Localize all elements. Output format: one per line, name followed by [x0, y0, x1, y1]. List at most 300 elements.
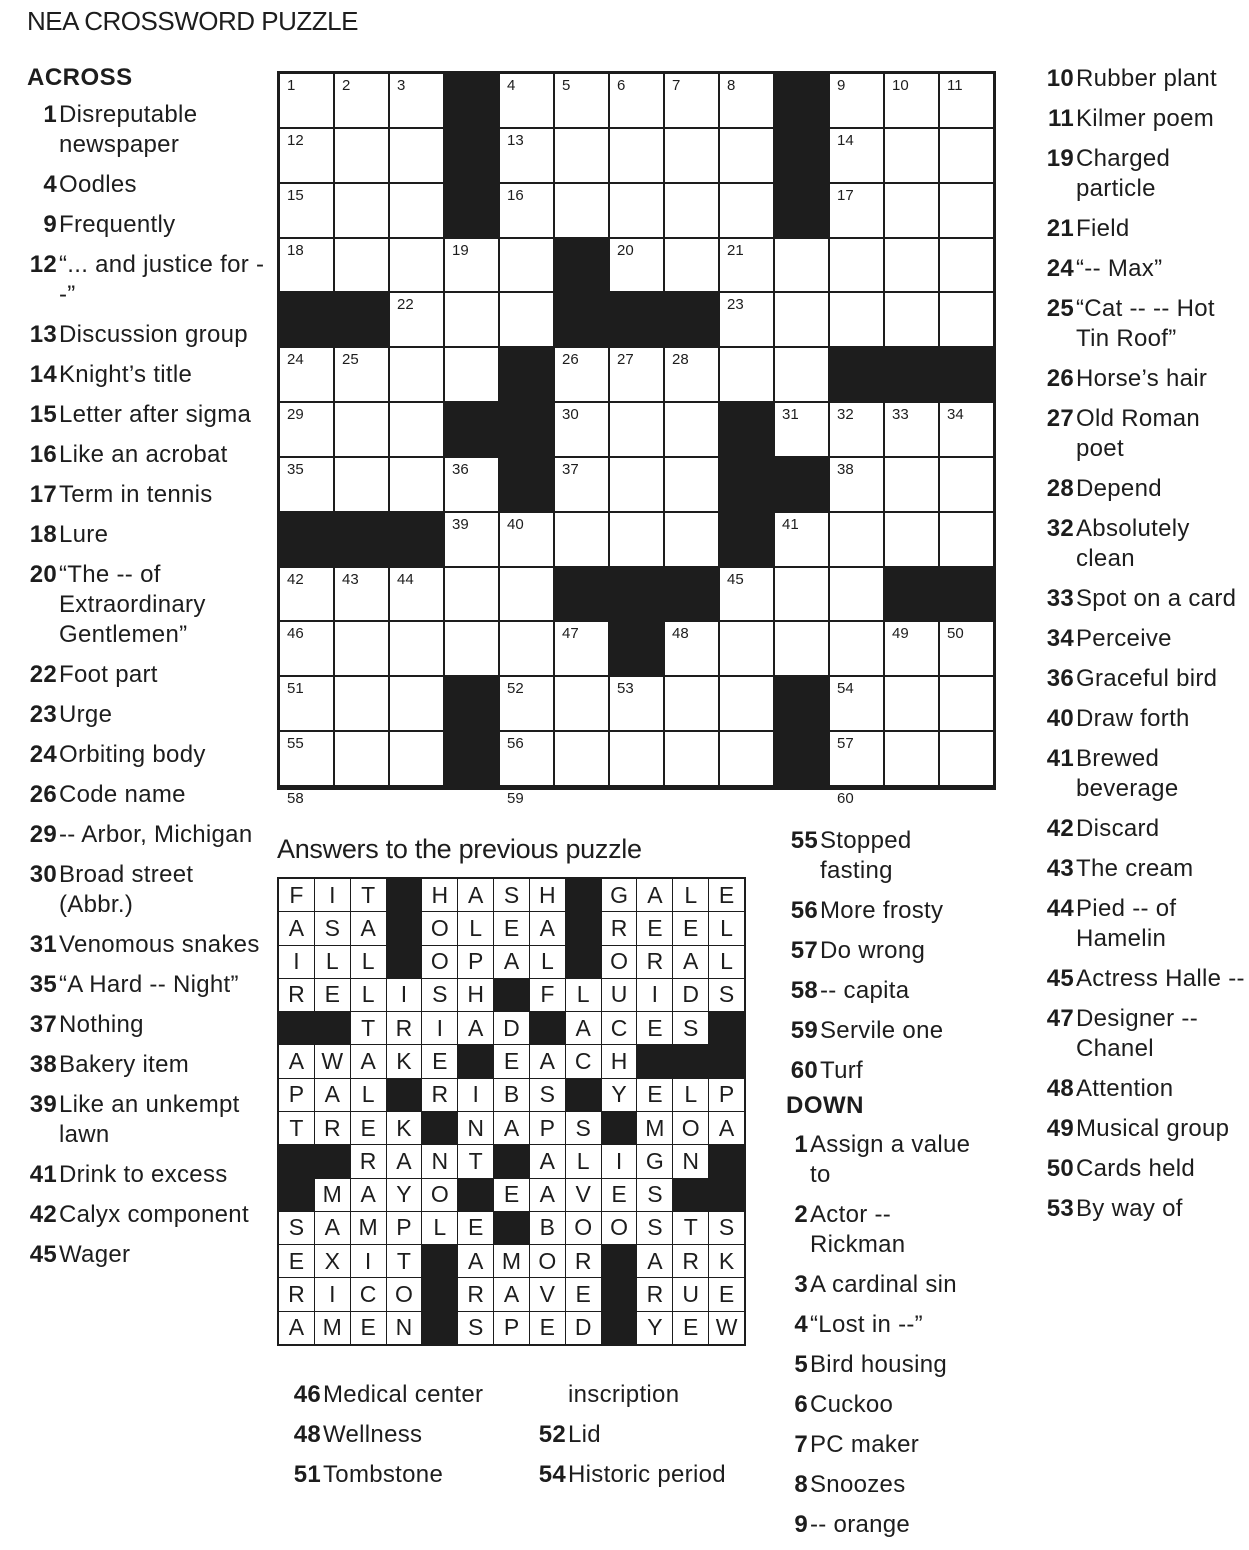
- grid-cell[interactable]: [830, 184, 883, 237]
- clue-text: Wager: [57, 1240, 267, 1270]
- clue-text: Assign a value to: [808, 1130, 986, 1190]
- grid-cell[interactable]: [665, 732, 718, 785]
- clue-number: 43: [1044, 854, 1074, 884]
- grid-cell[interactable]: [555, 677, 608, 730]
- grid-cell[interactable]: [940, 403, 993, 456]
- answer-cell: A: [494, 1112, 529, 1144]
- clue-item: [27, 700, 267, 730]
- answer-cell: A: [279, 1045, 314, 1077]
- cell-number: 43: [342, 572, 359, 587]
- grid-cell[interactable]: [335, 74, 388, 127]
- clue-item: [27, 1010, 267, 1040]
- grid-cell[interactable]: [335, 568, 388, 621]
- grid-cell[interactable]: [830, 458, 883, 511]
- grid-cell[interactable]: [720, 129, 773, 182]
- grid-cell[interactable]: [335, 677, 388, 730]
- grid-cell[interactable]: [665, 239, 718, 292]
- grid-cell[interactable]: [555, 732, 608, 785]
- clue-item: [786, 1016, 986, 1046]
- answer-cell: S: [673, 1012, 708, 1044]
- answer-cell: W: [709, 1312, 744, 1344]
- clue-text: Actress Halle --: [1074, 964, 1249, 994]
- grid-cell[interactable]: [830, 74, 883, 127]
- clue-number: 15: [27, 400, 57, 430]
- answer-black-square: [387, 879, 422, 911]
- answer-cell: M: [494, 1245, 529, 1277]
- clue-text: Urge: [57, 700, 267, 730]
- grid-cell[interactable]: [885, 403, 938, 456]
- answer-cell: A: [530, 1145, 565, 1177]
- clue-item: [27, 520, 267, 550]
- answer-cell: E: [673, 1312, 708, 1344]
- clue-item: [1044, 474, 1249, 504]
- grid-cell[interactable]: [940, 293, 993, 346]
- cell-number: 44: [397, 572, 414, 587]
- clue-number: 16: [27, 440, 57, 470]
- grid-cell[interactable]: [940, 458, 993, 511]
- grid-cell[interactable]: [940, 677, 993, 730]
- black-square: [940, 568, 993, 621]
- grid-cell[interactable]: [830, 622, 883, 675]
- grid-cell[interactable]: [885, 129, 938, 182]
- answer-cell: T: [458, 1145, 493, 1177]
- grid-cell[interactable]: [610, 348, 663, 401]
- answer-cell: N: [673, 1145, 708, 1177]
- answer-black-square: [709, 1145, 744, 1177]
- clue-item: [786, 1390, 986, 1420]
- answer-cell: S: [709, 979, 744, 1011]
- answer-black-square: [709, 1179, 744, 1211]
- cell-number: 25: [342, 352, 359, 367]
- clue-number: 12: [27, 250, 57, 310]
- answer-cell: R: [387, 1012, 422, 1044]
- clue-number: 48: [285, 1420, 321, 1450]
- grid-cell[interactable]: [830, 513, 883, 566]
- clue-item: [27, 560, 267, 650]
- grid-cell[interactable]: [775, 403, 828, 456]
- answer-cell: A: [530, 1045, 565, 1077]
- black-square: [885, 568, 938, 621]
- answer-cell: A: [458, 1245, 493, 1277]
- grid-cell[interactable]: [280, 403, 333, 456]
- grid-cell[interactable]: [720, 348, 773, 401]
- grid-cell[interactable]: [885, 732, 938, 785]
- grid-cell[interactable]: [720, 568, 773, 621]
- answer-cell: K: [387, 1045, 422, 1077]
- grid-cell[interactable]: [885, 239, 938, 292]
- answer-cell: S: [315, 912, 350, 944]
- grid-cell[interactable]: [775, 622, 828, 675]
- answer-cell: L: [709, 912, 744, 944]
- grid-cell[interactable]: [940, 732, 993, 785]
- grid-cell[interactable]: [390, 239, 443, 292]
- answer-cell: E: [637, 1012, 672, 1044]
- grid-cell[interactable]: [445, 348, 498, 401]
- grid-cell[interactable]: [830, 677, 883, 730]
- grid-cell[interactable]: [390, 184, 443, 237]
- grid-cell[interactable]: [610, 458, 663, 511]
- answer-cell: S: [709, 1212, 744, 1244]
- cell-number: 16: [507, 188, 524, 203]
- answer-cell: A: [709, 1112, 744, 1144]
- answer-cell: M: [637, 1112, 672, 1144]
- grid-cell[interactable]: [665, 184, 718, 237]
- grid-cell[interactable]: [775, 239, 828, 292]
- grid-cell[interactable]: [280, 74, 333, 127]
- grid-cell[interactable]: [720, 239, 773, 292]
- grid-cell[interactable]: [555, 513, 608, 566]
- clue-text: Like an unkempt lawn: [57, 1090, 267, 1150]
- grid-cell[interactable]: [610, 239, 663, 292]
- clue-number: 2: [786, 1200, 808, 1260]
- clue-item: [27, 970, 267, 1000]
- grid-cell[interactable]: [390, 403, 443, 456]
- grid-cell[interactable]: [500, 74, 553, 127]
- answer-cell: C: [351, 1278, 386, 1310]
- grid-cell[interactable]: [445, 622, 498, 675]
- grid-cell[interactable]: [940, 239, 993, 292]
- cell-number: 32: [837, 407, 854, 422]
- cell-number: 23: [727, 297, 744, 312]
- grid-cell[interactable]: [610, 74, 663, 127]
- grid-cell[interactable]: [940, 184, 993, 237]
- clue-item: [1044, 1004, 1249, 1064]
- cell-number: 17: [837, 188, 854, 203]
- answer-black-square: [602, 1278, 637, 1310]
- clue-text: “The -- of Extraordinary Gentlemen”: [57, 560, 267, 650]
- grid-cell[interactable]: [500, 568, 553, 621]
- grid-cell[interactable]: [665, 677, 718, 730]
- clue-text: Attention: [1074, 1074, 1249, 1104]
- clue-item: [1044, 64, 1249, 94]
- grid-cell[interactable]: [335, 348, 388, 401]
- clue-number: 10: [1044, 64, 1074, 94]
- clue-text: Calyx component: [57, 1200, 267, 1230]
- grid-cell[interactable]: [335, 622, 388, 675]
- grid-cell[interactable]: [830, 403, 883, 456]
- grid-cell[interactable]: [335, 458, 388, 511]
- clue-number: 40: [1044, 704, 1074, 734]
- grid-cell[interactable]: [665, 129, 718, 182]
- grid-cell[interactable]: [885, 74, 938, 127]
- grid-cell[interactable]: [885, 293, 938, 346]
- clue-item: [786, 1510, 986, 1540]
- cell-number: 6: [617, 78, 625, 93]
- grid-cell[interactable]: [775, 513, 828, 566]
- grid-cell[interactable]: [390, 677, 443, 730]
- answer-cell: C: [566, 1045, 601, 1077]
- grid-cell[interactable]: [390, 348, 443, 401]
- grid-cell[interactable]: [390, 458, 443, 511]
- cell-number: 7: [672, 78, 680, 93]
- grid-cell[interactable]: [665, 348, 718, 401]
- grid-cell[interactable]: [720, 732, 773, 785]
- answer-black-square: [494, 979, 529, 1011]
- grid-cell[interactable]: [555, 348, 608, 401]
- grid-cell[interactable]: [280, 622, 333, 675]
- grid-cell[interactable]: [280, 348, 333, 401]
- answer-cell: C: [602, 1012, 637, 1044]
- grid-cell[interactable]: [720, 74, 773, 127]
- clue-text: Lid: [566, 1420, 738, 1450]
- grid-cell[interactable]: [720, 184, 773, 237]
- answer-cell: L: [709, 946, 744, 978]
- grid-cell[interactable]: [500, 239, 553, 292]
- black-square: [555, 239, 608, 292]
- clue-number: 1: [786, 1130, 808, 1190]
- answer-cell: N: [387, 1312, 422, 1344]
- grid-cell[interactable]: [555, 622, 608, 675]
- answer-black-square: [422, 1112, 457, 1144]
- answer-cell: S: [458, 1312, 493, 1344]
- grid-cell[interactable]: [610, 677, 663, 730]
- clue-text: Turf: [818, 1056, 986, 1086]
- clue-text: Wellness: [321, 1420, 525, 1450]
- grid-cell[interactable]: [445, 458, 498, 511]
- grid-cell[interactable]: [940, 622, 993, 675]
- answer-black-square: [422, 1245, 457, 1277]
- grid-cell[interactable]: [775, 348, 828, 401]
- clue-number: 60: [786, 1056, 818, 1086]
- answer-cell: P: [458, 946, 493, 978]
- across-down-clues-column: [786, 826, 986, 1550]
- answer-black-square: [602, 1245, 637, 1277]
- clue-number: 45: [1044, 964, 1074, 994]
- clue-number: 28: [1044, 474, 1074, 504]
- grid-cell[interactable]: [940, 513, 993, 566]
- grid-cell[interactable]: [940, 74, 993, 127]
- black-square: [555, 293, 608, 346]
- answer-cell: A: [566, 1012, 601, 1044]
- grid-cell[interactable]: [885, 513, 938, 566]
- grid-cell[interactable]: [830, 293, 883, 346]
- grid-cell[interactable]: [720, 622, 773, 675]
- answer-cell: A: [315, 1212, 350, 1244]
- grid-cell[interactable]: [610, 129, 663, 182]
- answer-black-square: [709, 1012, 744, 1044]
- clue-text: Like an acrobat: [57, 440, 267, 470]
- answer-cell: D: [566, 1312, 601, 1344]
- answer-black-square: [422, 1278, 457, 1310]
- grid-cell[interactable]: [610, 184, 663, 237]
- answer-cell: S: [566, 1112, 601, 1144]
- black-square: [775, 184, 828, 237]
- answer-cell: O: [422, 1179, 457, 1211]
- clue-text: Bird housing: [808, 1350, 986, 1380]
- black-square: [775, 677, 828, 730]
- answer-black-square: [673, 1179, 708, 1211]
- cell-number: 55: [287, 736, 304, 751]
- clue-text: Old Roman poet: [1074, 404, 1249, 464]
- answer-cell: E: [566, 1278, 601, 1310]
- clue-text: More frosty: [818, 896, 986, 926]
- clue-item: [1044, 814, 1249, 844]
- grid-cell[interactable]: [720, 677, 773, 730]
- grid-cell[interactable]: [885, 458, 938, 511]
- grid-cell[interactable]: [555, 74, 608, 127]
- grid-cell[interactable]: [335, 732, 388, 785]
- grid-cell[interactable]: [665, 622, 718, 675]
- grid-cell[interactable]: [885, 622, 938, 675]
- grid-cell[interactable]: [665, 458, 718, 511]
- answer-cell: E: [709, 879, 744, 911]
- answer-black-square: [422, 1312, 457, 1344]
- grid-cell[interactable]: [280, 677, 333, 730]
- clue-number: 13: [27, 320, 57, 350]
- grid-cell[interactable]: [335, 184, 388, 237]
- cell-number: 15: [287, 188, 304, 203]
- answer-cell: H: [422, 879, 457, 911]
- cell-number: 41: [782, 517, 799, 532]
- answer-cell: P: [530, 1112, 565, 1144]
- clue-number: 23: [27, 700, 57, 730]
- cell-number: 57: [837, 736, 854, 751]
- grid-cell[interactable]: [280, 568, 333, 621]
- answer-cell: R: [422, 1079, 457, 1111]
- answer-cell: R: [351, 1145, 386, 1177]
- clue-number: 51: [285, 1460, 321, 1490]
- grid-cell[interactable]: [555, 129, 608, 182]
- grid-cell[interactable]: [280, 239, 333, 292]
- grid-cell[interactable]: [335, 403, 388, 456]
- answer-cell: L: [566, 1145, 601, 1177]
- grid-cell[interactable]: [500, 129, 553, 182]
- grid-cell[interactable]: [445, 293, 498, 346]
- clue-number: 42: [1044, 814, 1074, 844]
- clue-text: Spot on a card: [1074, 584, 1249, 614]
- grid-cell[interactable]: [280, 129, 333, 182]
- grid-cell[interactable]: [885, 184, 938, 237]
- grid-cell[interactable]: [830, 568, 883, 621]
- answer-cell: E: [351, 1112, 386, 1144]
- answer-black-square: [673, 1045, 708, 1077]
- clue-number: 53: [1044, 1194, 1074, 1224]
- answer-cell: A: [458, 879, 493, 911]
- black-square: [445, 184, 498, 237]
- clue-text: Discussion group: [57, 320, 267, 350]
- grid-cell[interactable]: [940, 129, 993, 182]
- grid-cell[interactable]: [280, 458, 333, 511]
- grid-cell[interactable]: [720, 293, 773, 346]
- grid-cell[interactable]: [830, 732, 883, 785]
- clue-number: 36: [1044, 664, 1074, 694]
- clue-item: [1044, 1154, 1249, 1184]
- cell-number: 22: [397, 297, 414, 312]
- cell-number: 35: [287, 462, 304, 477]
- clue-item: [538, 1420, 738, 1450]
- grid-cell[interactable]: [500, 677, 553, 730]
- grid-cell[interactable]: [445, 513, 498, 566]
- grid-cell[interactable]: [500, 184, 553, 237]
- grid-cell[interactable]: [390, 74, 443, 127]
- answer-cell: M: [351, 1212, 386, 1244]
- grid-cell[interactable]: [775, 568, 828, 621]
- puzzle-title: NEA CROSSWORD PUZZLE: [27, 6, 358, 37]
- answer-cell: I: [422, 1012, 457, 1044]
- grid-cell[interactable]: [665, 74, 718, 127]
- cell-number: 2: [342, 78, 350, 93]
- grid-cell[interactable]: [280, 732, 333, 785]
- answer-black-square: [458, 1045, 493, 1077]
- clue-number: 19: [1044, 144, 1074, 204]
- grid-cell[interactable]: [445, 239, 498, 292]
- grid-cell[interactable]: [500, 513, 553, 566]
- clue-text: By way of: [1074, 1194, 1249, 1224]
- cell-number: 50: [947, 626, 964, 641]
- grid-cell[interactable]: [390, 732, 443, 785]
- grid-cell[interactable]: [390, 293, 443, 346]
- clue-text: Disreputable newspaper: [57, 100, 267, 160]
- grid-cell[interactable]: [500, 293, 553, 346]
- answer-cell: P: [494, 1312, 529, 1344]
- grid-cell[interactable]: [830, 129, 883, 182]
- clue-text: Cards held: [1074, 1154, 1249, 1184]
- grid-cell[interactable]: [335, 129, 388, 182]
- clue-item: [786, 1200, 986, 1260]
- grid-cell[interactable]: [555, 184, 608, 237]
- grid-cell[interactable]: [665, 513, 718, 566]
- cell-number: 54: [837, 681, 854, 696]
- answer-cell: D: [494, 1012, 529, 1044]
- black-square: [610, 568, 663, 621]
- answer-black-square: [387, 946, 422, 978]
- grid-cell[interactable]: [390, 568, 443, 621]
- grid-cell[interactable]: [280, 184, 333, 237]
- clue-item: [786, 1310, 986, 1340]
- clue-text: Field: [1074, 214, 1249, 244]
- grid-cell[interactable]: [830, 239, 883, 292]
- answer-cell: F: [279, 879, 314, 911]
- answer-cell: R: [637, 1278, 672, 1310]
- grid-cell[interactable]: [500, 622, 553, 675]
- grid-cell[interactable]: [610, 732, 663, 785]
- grid-cell[interactable]: [665, 403, 718, 456]
- answer-cell: A: [387, 1145, 422, 1177]
- answer-black-square: [387, 912, 422, 944]
- black-square: [940, 348, 993, 401]
- answer-cell: O: [422, 946, 457, 978]
- answer-cell: A: [530, 912, 565, 944]
- grid-cell[interactable]: [500, 732, 553, 785]
- answer-cell: S: [422, 979, 457, 1011]
- grid-cell[interactable]: [775, 293, 828, 346]
- grid-cell[interactable]: [610, 403, 663, 456]
- answer-cell: L: [530, 946, 565, 978]
- grid-cell[interactable]: [390, 622, 443, 675]
- clue-text: Brewed beverage: [1074, 744, 1249, 804]
- cell-number: 5: [562, 78, 570, 93]
- grid-cell[interactable]: [610, 513, 663, 566]
- clue-item: [1044, 364, 1249, 394]
- answer-black-square: [494, 1212, 529, 1244]
- grid-cell[interactable]: [555, 403, 608, 456]
- clue-item: [27, 1240, 267, 1270]
- grid-cell[interactable]: [390, 129, 443, 182]
- answer-cell: O: [602, 1212, 637, 1244]
- clue-number: 54: [538, 1460, 566, 1490]
- clue-text: Horse’s hair: [1074, 364, 1249, 394]
- clue-text: Nothing: [57, 1010, 267, 1040]
- grid-cell[interactable]: [335, 239, 388, 292]
- clue-item: [27, 400, 267, 430]
- grid-cell[interactable]: [555, 458, 608, 511]
- answer-black-square: [566, 912, 601, 944]
- grid-cell[interactable]: [445, 568, 498, 621]
- cell-number: 29: [287, 407, 304, 422]
- grid-cell[interactable]: [885, 677, 938, 730]
- clue-text: A cardinal sin: [808, 1270, 986, 1300]
- across-header: ACROSS: [27, 64, 267, 92]
